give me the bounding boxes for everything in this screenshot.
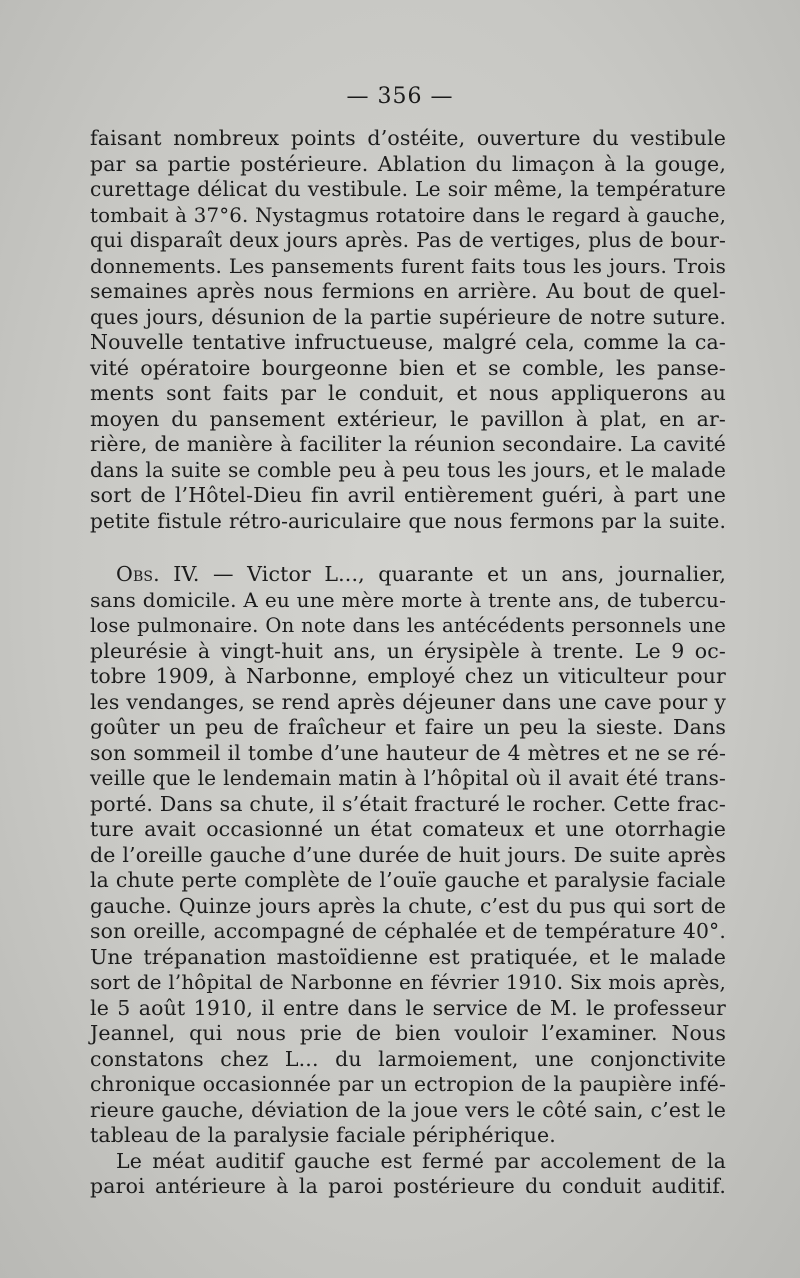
paragraph-2 [90,562,726,1149]
text-line: dans la suite se comble peu à peu tous les jours, et le malade [90,457,726,482]
text-line: paroi antérieure à la paroi postérieure du conduit auditif. [90,1174,726,1198]
text-line: de l’oreille gauche d’une durée de huit jours. De suite après [90,842,726,867]
paragraph-3 [90,1149,726,1200]
text-line: veille que le lendemain matin à l’hôpital où il avait été trans- [90,766,726,790]
text-line: sort de l’hôpital de Narbonne en février 1910. Six mois après, [90,971,726,994]
text-line: son oreille, accompagné de céphalée et de température 40°. [90,919,726,943]
text-line: les vendanges, se rend après déjeuner dans une cave pour y [90,689,726,714]
text-line: ques jours, désunion de la partie supérieure de notre suture. [90,304,726,329]
observation-heading-line [90,562,726,588]
text-line: Jeannel, qui nous prie de bien vouloir l’examiner. Nous [90,1021,726,1045]
text-line: tableau de la paralysie faciale périphérique. [90,1123,556,1147]
text-line: lose pulmonaire. On note dans les antécédents personnels une [90,614,726,637]
text-line: petite fistule rétro-auriculaire que nous fermons par la suite. [90,508,726,533]
text-line: porté. Dans sa chute, il s’était fracturé le rocher. Cette frac- [90,791,726,816]
text-line: rière, de manière à faciliter la réunion secondaire. La cavité [90,432,726,456]
paragraph-1 [90,126,726,534]
text-line: gauche. Quinze jours après la chute, c’est du pus qui sort de [90,893,726,918]
text-line: donnements. Les pansements furent faits tous les jours. Trois [90,254,726,278]
observation-label: Obs. IV. [116,562,200,586]
text-line: sort de l’Hôtel-Dieu fin avril entièrement guéri, à part une [90,483,726,507]
text-line: Nouvelle tentative infructueuse, malgré cela, comme la ca- [90,330,726,354]
text-line: tobre 1909, à Narbonne, employé chez un viticulteur pour [90,664,726,688]
paragraph-gap [90,534,726,562]
text-line: tombait à 37°6. Nystagmus rotatoire dans le regard à gauche, [90,203,726,227]
text-line: semaines après nous fermions en arrière. Au bout de quel- [90,279,726,303]
page-number-header: — 356 — [346,84,454,109]
text-line: pleurésie à vingt-huit ans, un érysipèle à trente. Le 9 oc- [90,638,726,663]
text-line: moyen du pansement extérieur, le pavillon à plat, en ar- [90,406,726,431]
text-line: Le méat auditif gauche est fermé par accolement de la [116,1148,726,1173]
text-line: qui disparaît deux jours après. Pas de vertiges, plus de bour- [90,228,726,252]
text-line: curettage délicat du vestibule. Le soir même, la température [90,177,726,201]
text-line: chronique occasionnée par un ectropion de la paupière infé- [90,1072,726,1096]
text-line: vité opératoire bourgeonne bien et se comble, les panse- [90,355,726,380]
text-line: le 5 août 1910, il entre dans le service de M. le professeur [90,995,726,1020]
text-line: rieure gauche, déviation de la joue vers le côté sain, c’est le [90,1097,726,1122]
text-line: constatons chez L... du larmoiement, une conjonctivite [90,1046,726,1071]
text-line: Une trépanation mastoïdienne est pratiquée, et le malade [90,944,726,969]
text-line: ture avait occasionné un état comateux et une otorrhagie [90,817,726,841]
text-line: ments sont faits par le conduit, et nous appliquerons au [90,381,726,405]
body-text [90,126,726,1200]
text-line: faisant nombreux points d’ostéite, ouverture du vestibule [90,126,726,150]
text-line: sans domicile. A eu une mère morte à trente ans, de tubercu- [90,587,726,612]
text-line: la chute perte complète de l’ouïe gauche et paralysie faciale [90,868,726,892]
text-line: son sommeil il tombe d’une hauteur de 4 mètres et ne se ré- [90,740,726,765]
text-line: goûter un peu de fraîcheur et faire un peu la sieste. Dans [90,715,726,739]
text-line: par sa partie postérieure. Ablation du limaçon à la gouge, [90,151,726,176]
observation-heading-rest: — Victor L..., quarante et un ans, journalier, [199,562,726,586]
